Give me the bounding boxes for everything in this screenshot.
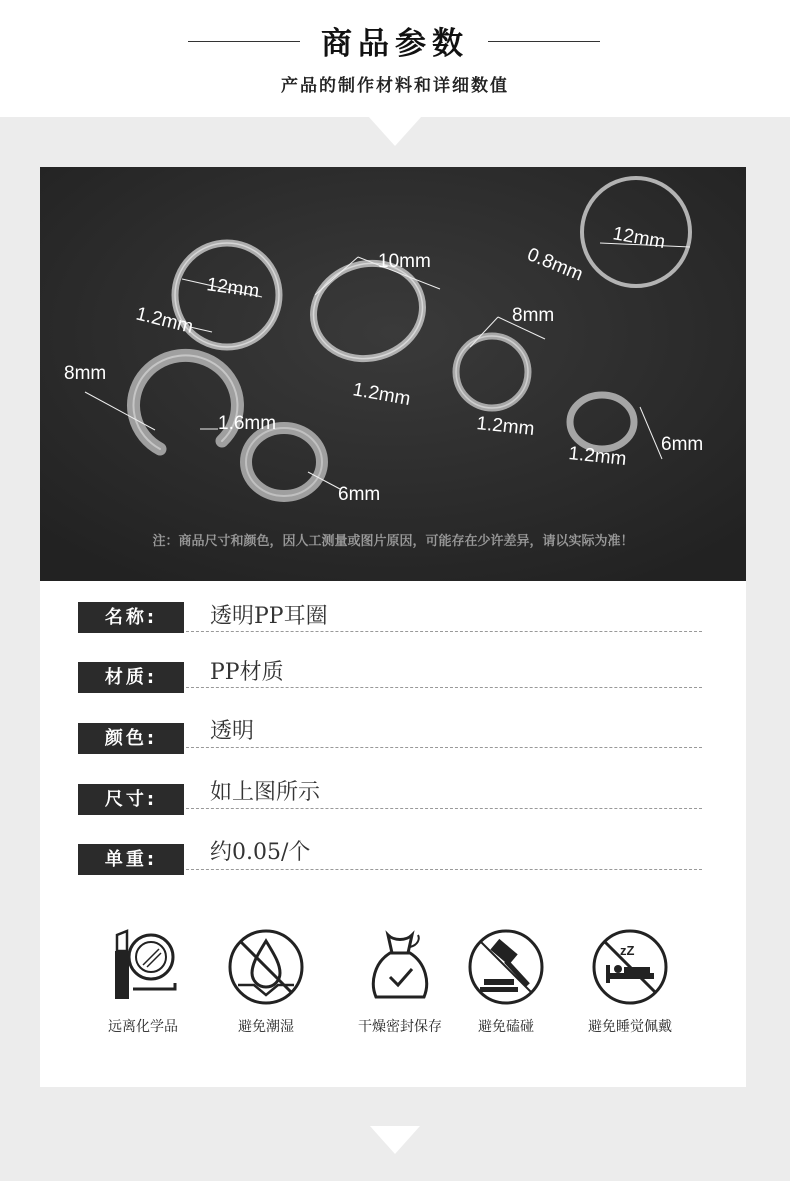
care-label: 避免潮湿 bbox=[238, 1019, 294, 1035]
lipstick-mirror-icon bbox=[103, 927, 183, 1007]
care-item-moisture bbox=[206, 927, 326, 1036]
label-r1-diameter: 12mm bbox=[205, 274, 261, 303]
bottom-notch bbox=[370, 1126, 420, 1154]
care-item-storage bbox=[340, 927, 460, 1036]
spec-row-weight bbox=[78, 840, 702, 879]
label-r1-thickness: 1.2mm bbox=[133, 303, 196, 338]
label-r6-diameter: 12mm bbox=[611, 223, 667, 254]
spec-label: 颜色: bbox=[78, 723, 184, 754]
care-label: 干燥密封保存 bbox=[358, 1019, 442, 1035]
spec-row-name bbox=[78, 601, 702, 637]
product-photo bbox=[40, 167, 746, 581]
label-r2-thickness: 1.2mm bbox=[351, 379, 412, 411]
spec-row-color bbox=[78, 719, 702, 758]
label-r5-thickness: 1.2mm bbox=[475, 413, 536, 441]
spec-label: 材质: bbox=[78, 662, 184, 693]
label-r6-thickness: 0.8mm bbox=[524, 244, 586, 286]
care-item-sleep bbox=[570, 927, 690, 1036]
care-label: 避免睡觉佩戴 bbox=[588, 1019, 672, 1035]
dashed-divider bbox=[186, 747, 702, 748]
care-icons bbox=[40, 927, 746, 1037]
label-r3-diameter: 8mm bbox=[64, 363, 107, 384]
care-item-chemicals bbox=[83, 927, 203, 1036]
dashed-divider bbox=[186, 869, 702, 870]
spec-value: 透明PP耳圈 bbox=[210, 604, 328, 629]
water-drop-icon bbox=[226, 927, 306, 1007]
spec-value: PP材质 bbox=[210, 660, 284, 685]
label-r2-diameter: 10mm bbox=[378, 251, 431, 272]
svg-text:zZ: zZ bbox=[620, 943, 635, 958]
header-right-rule bbox=[488, 41, 600, 42]
label-r5-diameter: 8mm bbox=[512, 305, 555, 326]
care-label: 避免磕碰 bbox=[478, 1019, 534, 1035]
spec-value: 约0.05/个 bbox=[210, 840, 311, 865]
dashed-divider bbox=[186, 631, 702, 632]
spec-label: 尺寸: bbox=[78, 784, 184, 815]
header bbox=[0, 0, 790, 117]
spec-value: 如上图所示 bbox=[210, 780, 321, 805]
spec-row-size bbox=[78, 780, 702, 819]
spec-label: 名称: bbox=[78, 602, 184, 633]
dashed-divider bbox=[186, 687, 702, 688]
top-notch bbox=[368, 116, 422, 146]
label-r4-diameter: 6mm bbox=[338, 484, 381, 505]
page-title: 商品参数 bbox=[321, 26, 469, 62]
hammer-icon bbox=[466, 927, 546, 1007]
label-r7-thickness: 1.2mm bbox=[567, 443, 628, 471]
spec-label: 单重: bbox=[78, 844, 184, 875]
rings-illustration bbox=[40, 167, 746, 581]
sleep-bed-icon bbox=[590, 927, 670, 1007]
spec-row-material bbox=[78, 661, 702, 697]
page-subtitle: 产品的制作材料和详细数值 bbox=[281, 76, 509, 96]
label-r7-diameter: 6mm bbox=[661, 434, 704, 455]
care-label: 远离化学品 bbox=[108, 1019, 178, 1035]
dashed-divider bbox=[186, 808, 702, 809]
spec-value: 透明 bbox=[210, 719, 255, 744]
sealed-bag-icon bbox=[360, 927, 440, 1007]
measurement-note: 注：商品尺寸和颜色，因人工测量或图片原因，可能存在少许差异，请以实际为准！ bbox=[152, 534, 634, 549]
label-r3-thickness: 1.6mm bbox=[218, 413, 277, 434]
care-item-impact bbox=[446, 927, 566, 1036]
spec-card bbox=[40, 167, 746, 1087]
